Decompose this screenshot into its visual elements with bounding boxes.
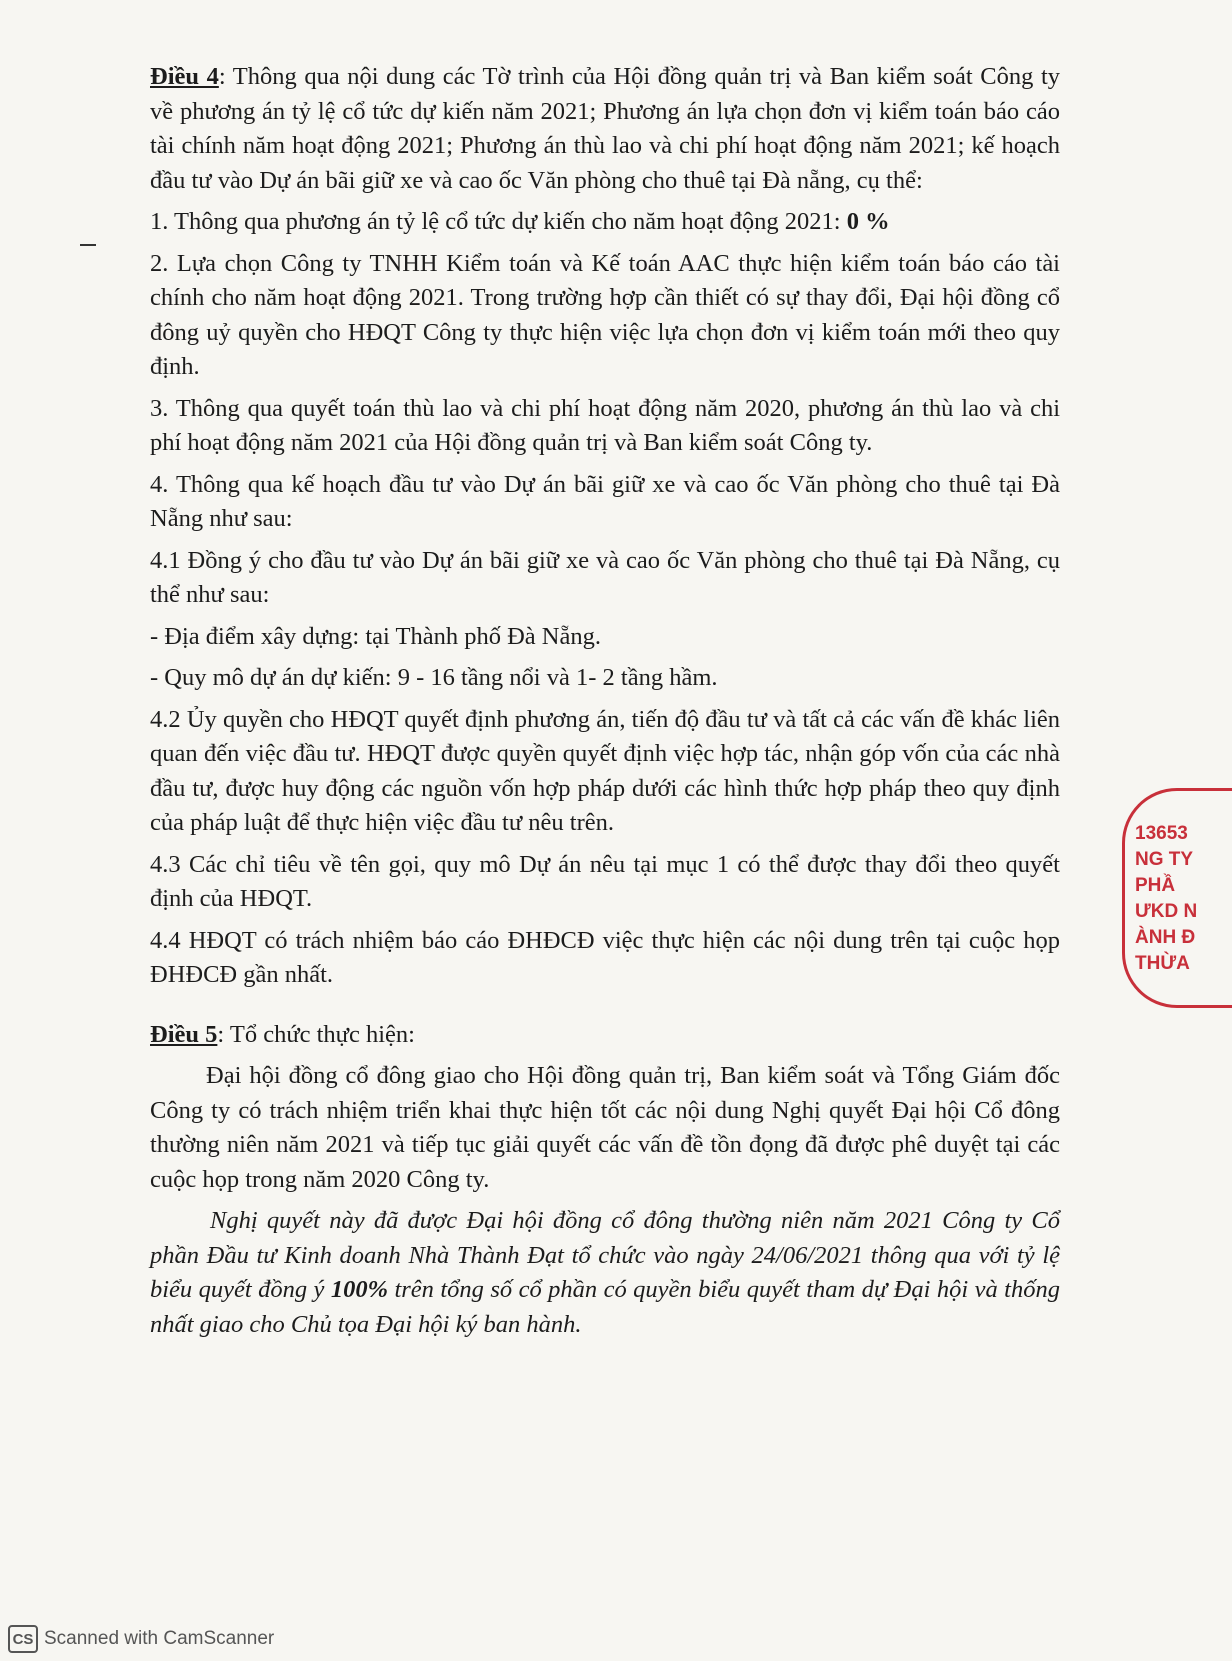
article-5-title: : Tổ chức thực hiện:: [217, 1020, 415, 1048]
article-4-text: : Thông qua nội dung các Tờ trình của Hội đồng quản trị và Ban kiểm soát Công ty về phương án tỷ lệ cổ tức dự kiến năm 2021; Phương án lựa chọn đơn vị kiểm toán báo cáo tài chính năm hoạt động 2021; Phương án thù lao và chi phí hoạt động năm 2021; kế hoạch đầu tư vào Dự án bãi giữ xe và cao ốc Văn phòng cho thuê tại Đà nẵng, cụ thể:: [150, 63, 1061, 194]
camscanner-watermark: [8, 1622, 274, 1656]
article-4-sub-4-4: 4.4 HĐQT có trách nhiệm báo cáo ĐHĐCĐ việc thực hiện các nội dung trên tại cuộc họp ĐHĐCĐ gần nhất.: [150, 926, 1060, 988]
camscanner-logo-icon: CS: [8, 1625, 38, 1653]
camscanner-text: Scanned with CamScanner: [44, 1628, 275, 1649]
article-4-item-1: 1. Thông qua phương án tỷ lệ cổ tức dự kiến cho năm hoạt động 2021: 0 %: [150, 208, 890, 235]
article-4-item-2: 2. Lựa chọn Công ty TNHH Kiểm toán và Kế toán AAC thực hiện kiểm toán báo cáo tài chính cho năm hoạt động 2021. Trong trường hợp cần thiết có sự thay đổi, Đại hội đồng cổ đông uỷ quyền cho HĐQT Công ty thực hiện việc lựa chọn đơn vị kiểm toán mới theo quy định.: [150, 249, 1060, 380]
article-4-sub-4-3: 4.3 Các chỉ tiêu về tên gọi, quy mô Dự án nêu tại mục 1 có thể được thay đổi theo quyết định của HĐQT.: [150, 850, 1060, 912]
closing-statement: Nghị quyết này đã được Đại hội đồng cổ đông thường niên năm 2021 Công ty Cổ phần Đầu tư Kinh doanh Nhà Thành Đạt tổ chức vào ngày 24/06/2021 thông qua với tỷ lệ biểu quyết đồng ý 100% trên tổng số cổ phần có quyền biểu quyết tham dự Đại hội và thống nhất giao cho Chủ tọa Đại hội ký ban hành.: [150, 1207, 1060, 1338]
article-5-heading: Điều 5: [150, 1020, 218, 1048]
article-5-text: Đại hội đồng cổ đông giao cho Hội đồng quản trị, Ban kiểm soát và Tổng Giám đốc Công ty có trách nhiệm triển khai thực hiện tốt các nội dung Nghị quyết Đại hội Cổ đông thường niên năm 2021 và tiếp tục giải quyết các vấn đề tồn đọng đã được phê duyệt tại các cuộc họp trong năm 2020 Công ty.: [150, 1062, 1060, 1193]
article-4-heading: Điều 4: [150, 63, 219, 90]
company-seal-stamp: 13653 NG TY PHẦ ƯKD N ÀNH Đ THỪA: [1122, 788, 1232, 1008]
article-4-location: - Địa điểm xây dựng: tại Thành phố Đà Nẵng.: [150, 622, 602, 650]
article-4-intro: [150, 60, 1060, 198]
article-4-item-4: 4. Thông qua kế hoạch đầu tư vào Dự án bãi giữ xe và cao ốc Văn phòng cho thuê tại Đà Nẵng như sau:: [150, 470, 1060, 532]
article-4-item-3: 3. Thông qua quyết toán thù lao và chi phí hoạt động năm 2020, phương án thù lao và chi phí hoạt động năm 2021 của Hội đồng quản trị và Ban kiểm soát Công ty.: [150, 394, 1060, 456]
article-4-sub-4-1: 4.1 Đồng ý cho đầu tư vào Dự án bãi giữ xe và cao ốc Văn phòng cho thuê tại Đà Nẵng, cụ thể như sau:: [150, 546, 1060, 608]
article-5-intro: [150, 1018, 1060, 1053]
document-body: [150, 60, 1060, 1349]
article-4-scale: - Quy mô dự án dự kiến: 9 - 16 tầng nổi và 1- 2 tầng hầm.: [150, 664, 718, 691]
margin-mark: [80, 244, 96, 246]
article-4-sub-4-2: 4.2 Ủy quyền cho HĐQT quyết định phương án, tiến độ đầu tư và tất cả các vấn đề khác liên quan đến việc đầu tư. HĐQT được quyền quyết định việc hợp tác, nhận góp vốn của các nhà đầu tư, được huy động các nguồn vốn hợp pháp dưới các hình thức hợp pháp theo quy định của pháp luật để thực hiện việc đầu tư nêu trên.: [150, 705, 1060, 836]
